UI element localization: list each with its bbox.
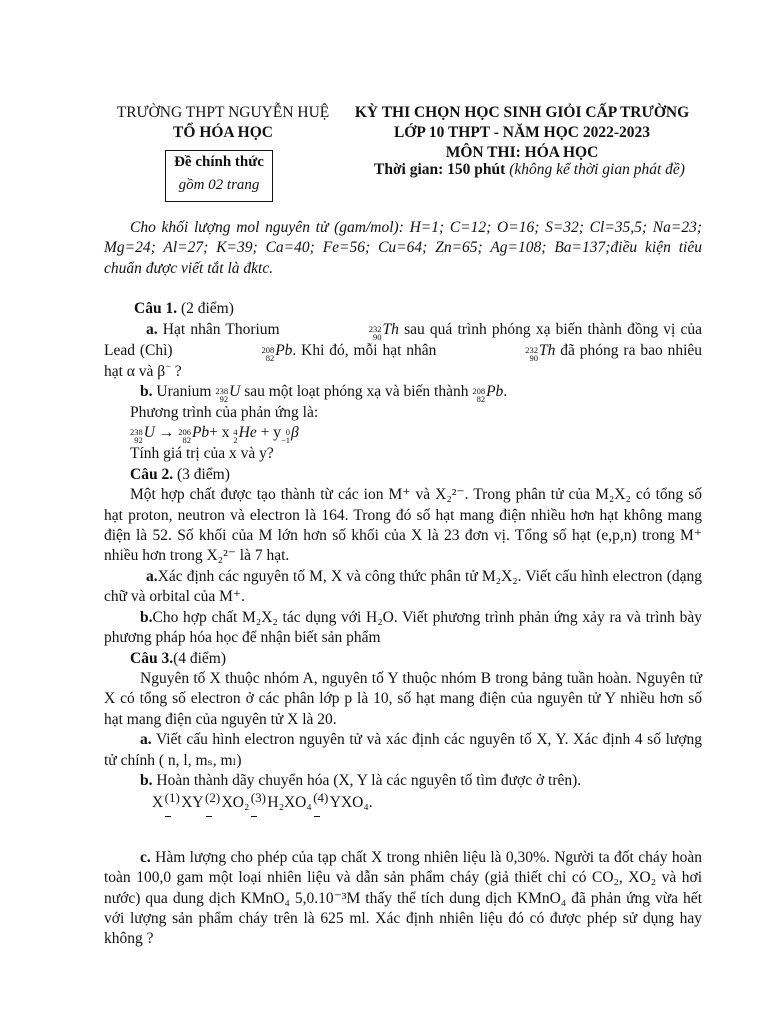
official-box-pages: gồm 02 trang	[178, 177, 260, 193]
time-note: (không kể thời gian phát đề)	[509, 161, 685, 178]
conversion-chain: $X^{(1)}$ XY$^{(2)}$ XO₂$^{(3)}$ H₂XO₄$^{(4)}$ YXO₄.	[152, 793, 702, 813]
header-right	[340, 103, 704, 163]
department-name: TỔ HÓA HỌC	[173, 124, 273, 141]
exam-title: KỲ THI CHỌN HỌC SINH GIỎI CẤP TRƯỜNG	[354, 104, 690, 121]
q1-part-b: b. Uranium 238 92 U sau một loạt phóng xạ và biến thành 208 82 Pb.	[140, 383, 508, 405]
q1-eq-intro: Phương trình của phản ứng là:	[130, 404, 319, 422]
nuclide-u238: 238 92 U	[215, 383, 241, 405]
q1-part-a: a. Hạt nhân Thorium 232 90 Th sau quá trình phóng xạ biến thành đồng vị của Lead (Chì) 208 82 Pb. Khi đó, mỗi hạt nhân 232 90 Th đã phóng ra bao nhiêu hạt α và β− ?	[104, 320, 702, 380]
q2-heading: Câu 2. (3 điểm)	[130, 465, 230, 483]
header-left	[104, 103, 342, 143]
arrow-icon: →	[158, 424, 175, 442]
school-name: TRƯỜNG THPT NGUYỄN HUỆ	[116, 104, 330, 121]
q3-part-a: a. Viết cấu hình electron nguyên tử và xác định các nguyên tố X, Y. Xác định 4 số lượng tử chính ( n, l, mₛ, mₗ)	[104, 731, 702, 769]
q3-part-b: b. Hoàn thành dãy chuyển hóa (X, Y là các nguyên tố tìm được ở trên).	[140, 771, 582, 789]
official-box	[165, 150, 273, 202]
official-box-title: Đề chính thức	[174, 154, 264, 170]
q2-part-b: b.Cho hợp chất M₂X₂ tác dụng với H₂O. Viết phương trình phản ứng xảy ra và trình bày phương pháp hóa học để nhận biết sản phẩm	[104, 608, 702, 647]
nuclide-pb208: 208 82 Pb	[261, 341, 293, 363]
q1-heading: Câu 1. (2 điểm)	[134, 300, 234, 318]
q3-heading: Câu 3.(4 điểm)	[130, 649, 227, 667]
q1-equation: 238 92 U → 206 82 Pb+ x 4 2 He + y 0 −1 β	[130, 424, 299, 446]
nuclide-th: 232 90 Th	[368, 320, 399, 342]
time-label: Thời gian: 150 phút	[374, 161, 506, 178]
q3-part-c: c. Hàm lượng cho phép của tạp chất X trong nhiên liệu là 0,30%. Người ta đốt cháy hoàn toàn 100,0 gam một loại nhiên liệu và dẫn sản phẩm cháy (giả thiết chỉ có CO₂, XO₂ và hơi nước) qua dung dịch KMnO₄ 5,0.10⁻³M thấy thể tích dung dịch KMnO₄ đã phản ứng vừa hết với lượng sản phẩm cháy trên là 625 ml. Xác định nhiên liệu đó có được phép sử dụng hay không ?	[104, 848, 702, 948]
nuclide-pb208-2: 208 82 Pb	[472, 383, 504, 405]
exam-body	[104, 218, 702, 950]
q2-part-a: a.Xác định các nguyên tố M, X và công thức phân tử M₂X₂. Viết cấu hình electron (dạng chữ và orbital của M⁺.	[104, 567, 702, 606]
subject: MÔN THI: HÓA HỌC	[445, 144, 599, 161]
exam-time	[374, 161, 685, 179]
q1-ask: Tính giá trị của x và y?	[130, 445, 274, 463]
nuclide-th-2: 232 90 Th	[525, 341, 556, 363]
grade-year: LỚP 10 THPT - NĂM HỌC 2022-2023	[393, 124, 651, 141]
q2-paragraph: Một hợp chất được tạo thành từ các ion M⁺ và X₂²⁻. Trong phân tử của M₂X₂ có tổng số hạt proton, neutron và electron là 164. Trong đó số hạt mang điện nhiều hơn hạt không mang điện là 52. Số khối của M lớn hơn số khối của X là 23 đơn vị. Tổng số hạt (e,p,n) trong M⁺ nhiều hơn trong X₂²⁻ là 7 hạt.	[104, 486, 702, 565]
intro-atomic-masses: Cho khối lượng mol nguyên tử (gam/mol): H=1; C=12; O=16; S=32; Cl=35,5; Na=23; Mg=24; Al=27; K=39; Ca=40; Fe=56; Cu=64; Zn=65; Ag=108; Ba=137;điều kiện tiêu chuẩn được viết tắt là đktc.	[104, 219, 702, 277]
q3-paragraph: Nguyên tố X thuộc nhóm A, nguyên tố Y thuộc nhóm B trong bảng tuần hoàn. Nguyên tử X có tổng số electron ở các phân lớp p là 10, số hạt mang điện của nguyên tử Y nhiều hơn số hạt mang điện của nguyên tử X là 20.	[104, 669, 702, 728]
